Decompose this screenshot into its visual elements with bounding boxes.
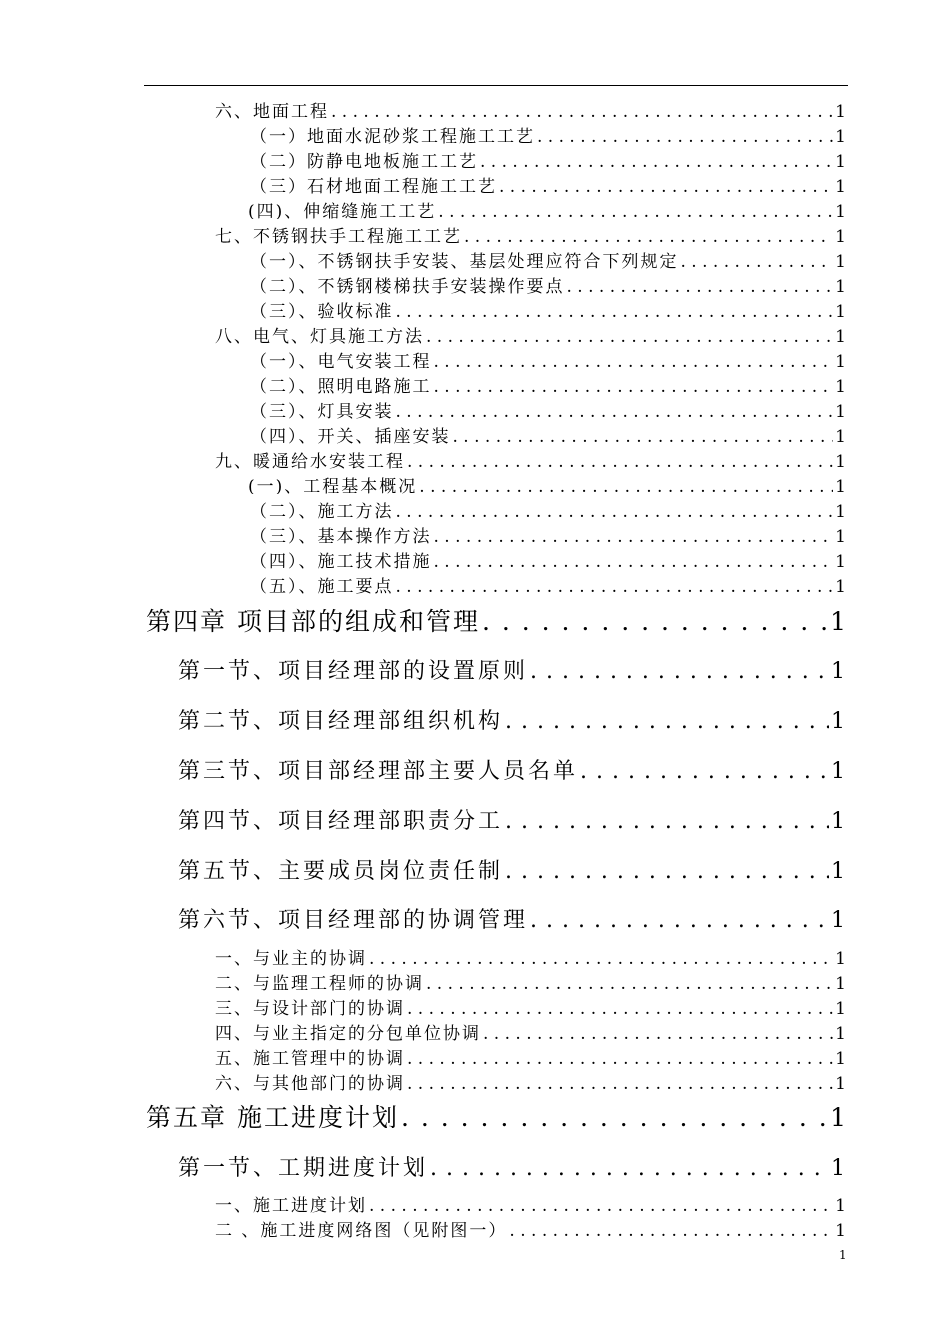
toc-entry[interactable]: (四)、伸缩缝施工工艺 . . . 1 [248,197,848,219]
toc-section[interactable]: 第六节、项目经理部的协调管理 . . . 1 [178,903,848,933]
toc-section[interactable]: 第四节、项目经理部职责分工 . . . 1 [178,804,848,834]
toc-entry[interactable]: （三）、灯具安装 . . . 1 [250,397,848,419]
toc-section[interactable]: 第二节、项目经理部组织机构 . . . 1 [178,704,848,734]
toc-entry[interactable]: 七、不锈钢扶手工程施工工艺 . . . 1 [215,222,848,244]
toc-entry[interactable]: 五、施工管理中的协调 . . . 1 [215,1044,848,1066]
toc-section[interactable]: 第一节、工期进度计划 . . . 1 [178,1151,848,1181]
toc-entry[interactable]: (一)、工程基本概况 . . . 1 [248,472,848,494]
toc-section[interactable]: 第五节、主要成员岗位责任制 . . . 1 [178,854,848,884]
toc-section[interactable]: 第三节、项目部经理部主要人员名单 . . . 1 [178,754,848,784]
toc-entry[interactable]: 六、地面工程 . . . 1 [215,97,848,119]
toc-entry[interactable]: 二 、施工进度网络图（见附图一） . . . 1 [215,1216,848,1238]
toc-entry[interactable]: （四）、开关、插座安装 . . . 1 [250,422,848,444]
toc-section[interactable]: 第一节、项目经理部的设置原则 . . . 1 [178,654,848,684]
toc-entry[interactable]: （三）、验收标准 . . . 1 [250,297,848,319]
toc-entry[interactable]: 九、暖通给水安装工程 . . . 1 [215,447,848,469]
toc-entry[interactable]: （一）、不锈钢扶手安装、基层处理应符合下列规定 . . . 1 [250,247,848,269]
toc-entry[interactable]: 一、与业主的协调 . . . 1 [215,944,848,966]
toc-entry[interactable]: 一、施工进度计划 . . . 1 [215,1191,848,1213]
toc-entry[interactable]: （四）、施工技术措施 . . . 1 [250,547,848,569]
toc-entry[interactable]: （二）、施工方法 . . . 1 [250,497,848,519]
toc-entry[interactable]: （二）、不锈钢楼梯扶手安装操作要点 . . . 1 [250,272,848,294]
toc-entry[interactable]: 六、与其他部门的协调 . . . 1 [215,1069,848,1091]
toc-entry[interactable]: （三）、基本操作方法 . . . 1 [250,522,848,544]
toc-entry[interactable]: （一）地面水泥砂浆工程施工工艺 . . . 1 [250,122,848,144]
toc-entry[interactable]: 四、与业主指定的分包单位协调 . . . 1 [215,1019,848,1041]
toc-chapter[interactable]: 第五章 施工进度计划 . . . 1 [146,1098,848,1132]
toc-entry[interactable]: 八、电气、灯具施工方法 . . . 1 [215,322,848,344]
page-number: 1 [839,1248,847,1262]
toc-entry[interactable]: （二）防静电地板施工工艺 . . . 1 [250,147,848,169]
toc-entry[interactable]: （五）、施工要点 . . . 1 [250,572,848,594]
toc-chapter[interactable]: 第四章 项目部的组成和管理 . . . 1 [146,602,848,636]
toc-entry[interactable]: 三、与设计部门的协调 . . . 1 [215,994,848,1016]
toc-entry[interactable]: （一）、电气安装工程 . . . 1 [250,347,848,369]
toc-entry[interactable]: （二）、照明电路施工 . . . 1 [250,372,848,394]
toc-entry[interactable]: （三）石材地面工程施工工艺 . . . 1 [250,172,848,194]
toc-entry[interactable]: 二、与监理工程师的协调 . . . 1 [215,969,848,991]
